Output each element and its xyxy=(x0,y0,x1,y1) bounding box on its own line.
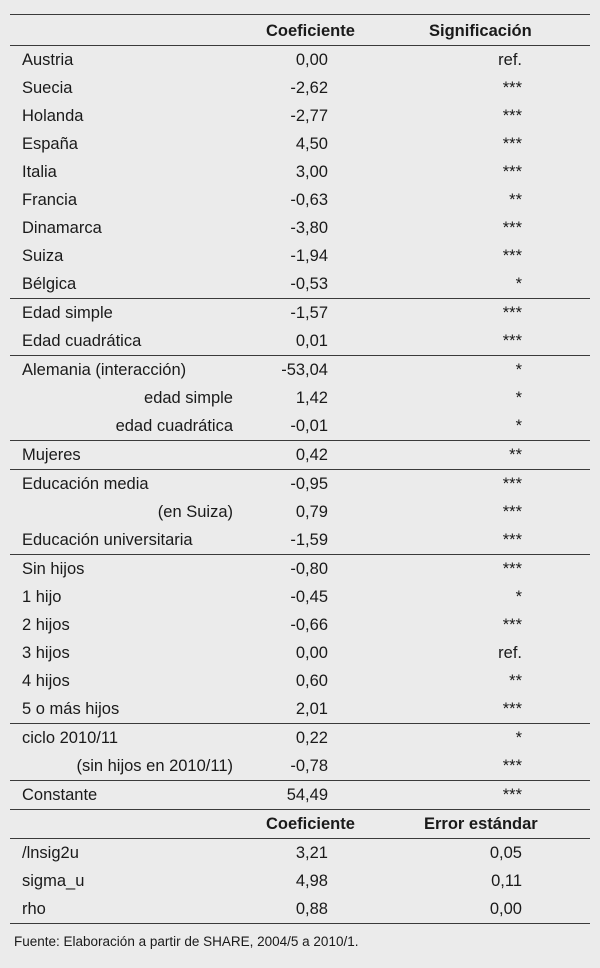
row-label: edad simple xyxy=(144,389,233,407)
row-coefficient: 54,49 xyxy=(286,786,328,804)
header-coefficient: Coeficiente xyxy=(266,22,355,40)
row-coefficient: -0,45 xyxy=(290,588,328,606)
row-significance: *** xyxy=(502,616,522,634)
table-row xyxy=(10,639,590,667)
row-significance: *** xyxy=(502,786,522,804)
row-label: Edad cuadrática xyxy=(22,332,142,350)
row-significance: *** xyxy=(502,247,522,265)
row-coefficient: -0,95 xyxy=(290,475,328,493)
row-label: Italia xyxy=(22,163,57,181)
row-label: Mujeres xyxy=(22,446,81,464)
row-coefficient: -1,57 xyxy=(290,304,328,322)
row-significance: *** xyxy=(502,531,522,549)
row-label: rho xyxy=(22,900,46,918)
row-significance: *** xyxy=(502,560,522,578)
row-label: Holanda xyxy=(22,107,84,125)
row-label: edad cuadrática xyxy=(115,417,233,435)
table-row xyxy=(10,839,590,867)
row-coefficient: 0,01 xyxy=(295,332,328,350)
row-significance: * xyxy=(515,275,522,293)
regression-table xyxy=(10,14,590,924)
header-standard-error: Error estándar xyxy=(424,815,538,833)
row-label: Dinamarca xyxy=(22,219,102,237)
row-significance: *** xyxy=(502,219,522,237)
row-label: Francia xyxy=(22,191,78,209)
table-row xyxy=(10,214,590,242)
table-row xyxy=(10,46,590,74)
row-significance: *** xyxy=(502,163,522,181)
row-significance: *** xyxy=(502,79,522,97)
row-coefficient: 0,42 xyxy=(295,446,328,464)
row-label: Educación media xyxy=(22,475,149,493)
table-row xyxy=(10,611,590,639)
table-row xyxy=(10,242,590,270)
row-coefficient: 0,00 xyxy=(295,51,328,69)
table-row xyxy=(10,695,590,723)
row-coefficient: 4,98 xyxy=(295,872,328,890)
table-body-variance xyxy=(10,839,590,924)
row-coefficient: -0,63 xyxy=(290,191,328,209)
row-label: 1 hijo xyxy=(22,588,62,606)
row-coefficient: -2,62 xyxy=(290,79,328,97)
row-label: 2 hijos xyxy=(22,616,70,634)
table-body-coefficients xyxy=(10,46,590,809)
row-significance: ref. xyxy=(498,644,522,662)
row-significance: *** xyxy=(502,757,522,775)
header-significance: Significación xyxy=(429,22,532,40)
table-row xyxy=(10,723,590,752)
row-label: Suecia xyxy=(22,79,73,97)
row-significance: *** xyxy=(502,107,522,125)
row-coefficient: -1,59 xyxy=(290,531,328,549)
table-row xyxy=(10,752,590,780)
header-coefficient-2: Coeficiente xyxy=(266,815,355,833)
row-coefficient: 0,60 xyxy=(295,672,328,690)
table-row xyxy=(10,102,590,130)
row-label: Suiza xyxy=(22,247,64,265)
table-row xyxy=(10,867,590,895)
row-coefficient: 0,79 xyxy=(295,503,328,521)
row-label: ciclo 2010/11 xyxy=(22,729,119,747)
row-significance: *** xyxy=(502,332,522,350)
row-standard-error: 0,00 xyxy=(489,900,522,918)
row-standard-error: 0,11 xyxy=(491,872,522,890)
table-header-secondary xyxy=(10,809,590,839)
row-coefficient: -0,53 xyxy=(290,275,328,293)
table-row xyxy=(10,298,590,327)
table-row xyxy=(10,780,590,809)
row-coefficient: 0,88 xyxy=(295,900,328,918)
row-label: Alemania (interacción) xyxy=(22,361,187,379)
row-coefficient: -0,01 xyxy=(290,417,328,435)
table-row xyxy=(10,327,590,355)
source-note: Fuente: Elaboración a partir de SHARE, 2004/5 a 2010/1. xyxy=(14,934,359,949)
row-significance: * xyxy=(515,361,522,379)
row-significance: ** xyxy=(509,191,522,209)
row-label: España xyxy=(22,135,78,153)
table-row xyxy=(10,583,590,611)
row-standard-error: 0,05 xyxy=(489,844,522,862)
row-coefficient: 4,50 xyxy=(295,135,328,153)
row-label: sigma_u xyxy=(22,872,85,890)
row-label: 3 hijos xyxy=(22,644,70,662)
table-row xyxy=(10,440,590,469)
row-label: (sin hijos en 2010/11) xyxy=(76,757,233,775)
row-coefficient: -0,78 xyxy=(290,757,328,775)
row-label: Sin hijos xyxy=(22,560,85,578)
table-row xyxy=(10,526,590,554)
row-coefficient: 1,42 xyxy=(295,389,328,407)
row-significance: *** xyxy=(502,135,522,153)
row-coefficient: -53,04 xyxy=(281,361,328,379)
table-row xyxy=(10,158,590,186)
table-row xyxy=(10,554,590,583)
row-significance: ref. xyxy=(498,51,522,69)
row-label: 4 hijos xyxy=(22,672,70,690)
table-row xyxy=(10,498,590,526)
row-label: Edad simple xyxy=(22,304,113,322)
row-significance: *** xyxy=(502,475,522,493)
row-label: (en Suiza) xyxy=(157,503,233,521)
row-coefficient: 2,01 xyxy=(295,700,328,718)
row-label: /lnsig2u xyxy=(22,844,79,862)
row-significance: ** xyxy=(509,672,522,690)
row-significance: ** xyxy=(509,446,522,464)
row-significance: * xyxy=(515,417,522,435)
row-coefficient: 0,22 xyxy=(295,729,328,747)
row-label: Educación universitaria xyxy=(22,531,193,549)
row-coefficient: -0,66 xyxy=(290,616,328,634)
row-coefficient: 3,21 xyxy=(295,844,328,862)
row-coefficient: 3,00 xyxy=(295,163,328,181)
table-row xyxy=(10,186,590,214)
table-row xyxy=(10,667,590,695)
row-coefficient: 0,00 xyxy=(295,644,328,662)
table-row xyxy=(10,270,590,298)
row-coefficient: -2,77 xyxy=(290,107,328,125)
table-row xyxy=(10,130,590,158)
table-row xyxy=(10,384,590,412)
row-significance: * xyxy=(515,729,522,747)
table-row xyxy=(10,355,590,384)
row-label: 5 o más hijos xyxy=(22,700,120,718)
row-significance: *** xyxy=(502,503,522,521)
row-coefficient: -3,80 xyxy=(290,219,328,237)
table-row xyxy=(10,469,590,498)
row-coefficient: -1,94 xyxy=(290,247,328,265)
row-label: Austria xyxy=(22,51,74,69)
row-coefficient: -0,80 xyxy=(290,560,328,578)
row-label: Constante xyxy=(22,786,98,804)
table-row xyxy=(10,412,590,440)
table-row xyxy=(10,74,590,102)
table-header xyxy=(10,15,590,46)
table-row xyxy=(10,895,590,924)
row-significance: *** xyxy=(502,304,522,322)
row-significance: * xyxy=(515,588,522,606)
row-significance: *** xyxy=(502,700,522,718)
row-significance: * xyxy=(515,389,522,407)
row-label: Bélgica xyxy=(22,275,77,293)
